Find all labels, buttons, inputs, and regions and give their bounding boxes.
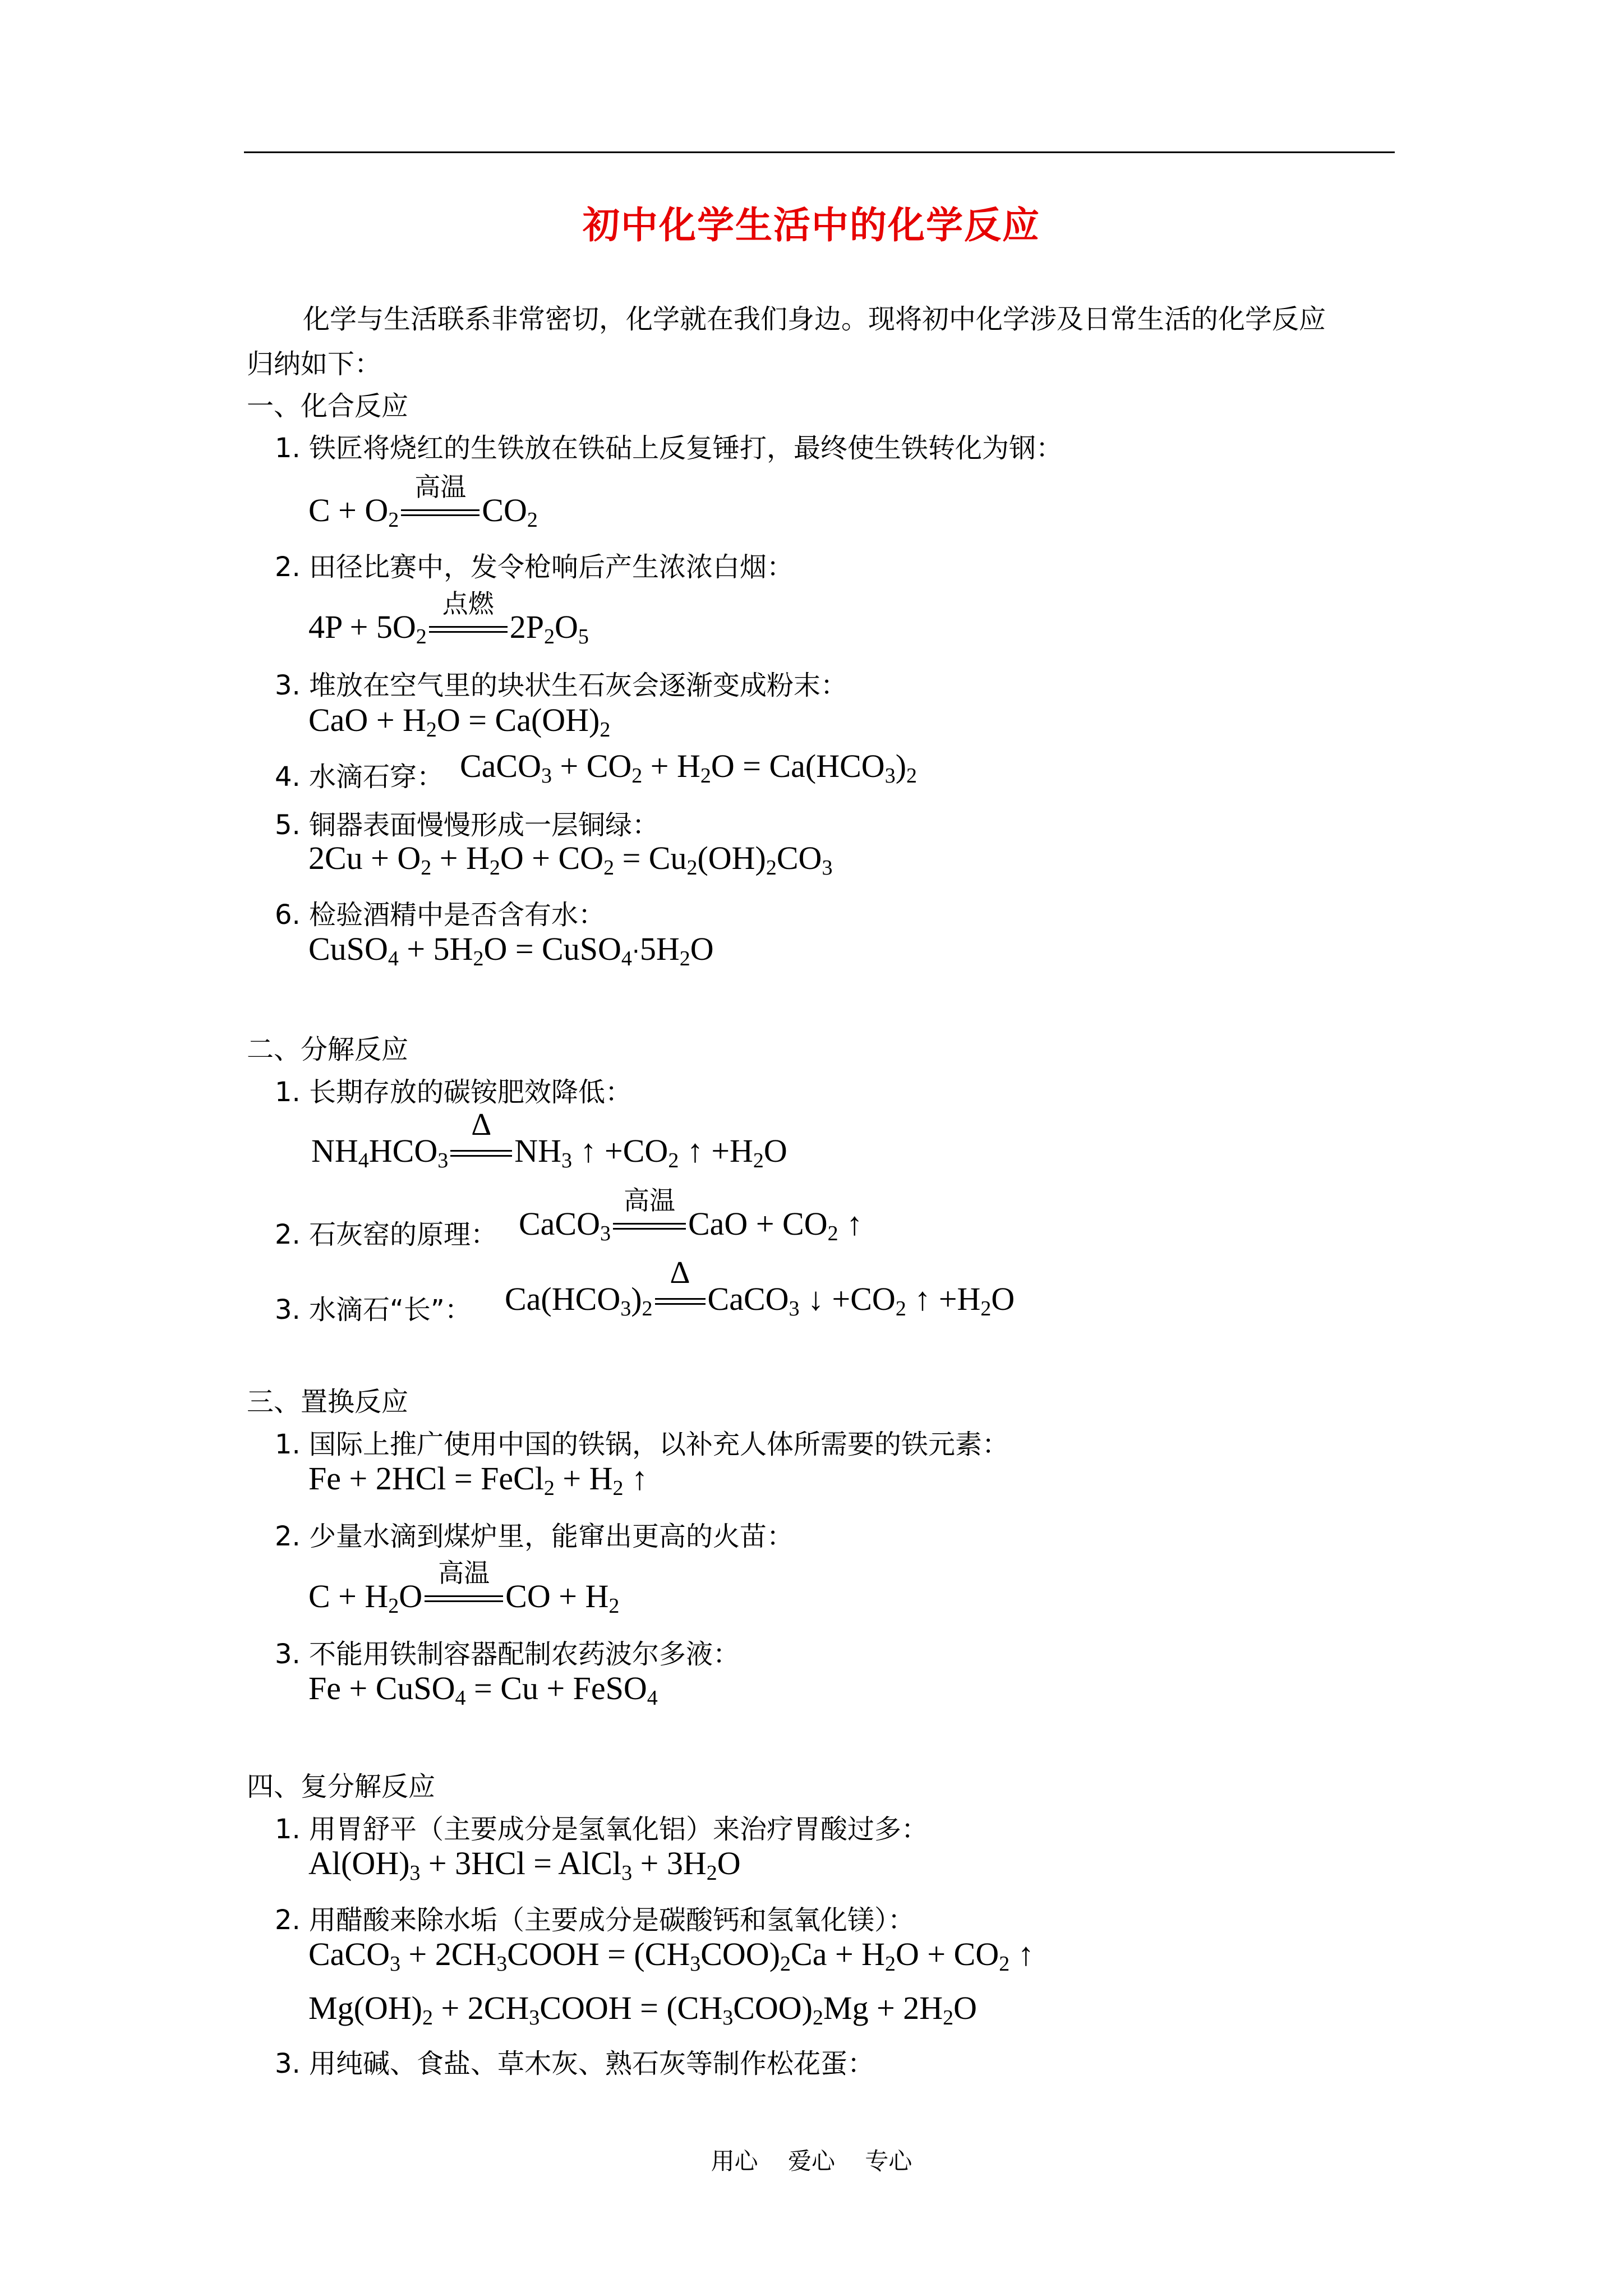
condition-arrow: 高温: [613, 1212, 686, 1235]
condition-arrow: 高温: [425, 1585, 503, 1607]
item-4-3: 3. 用纯碱、食盐、草木灰、熟石灰等制作松花蛋：: [275, 2048, 875, 2079]
equation-4-2a: CaCO$_3$ + $2CH_3COOH = (CH_3COO)_2Ca + H_2O + CO_2$ ↑: [308, 1936, 1034, 1976]
item-1-5: 5. 铜器表面慢慢形成一层铜绿：: [275, 809, 660, 841]
item-2-3: 3. 水滴石“长”：: [275, 1294, 472, 1326]
section-heading-4: 四、复分解反应: [247, 1771, 436, 1802]
item-1-3: 3. 堆放在空气里的块状生石灰会逐渐变成粉末：: [275, 670, 848, 701]
equation-2-3: $Ca(HCO_3)_2$ Δ CaCO$_3$ ↓ $+CO_2$ ↑ $+H_2O$: [505, 1255, 1015, 1320]
equation-4-2b: $Mg(OH)_2$ + $2CH_3COOH = (CH_3COO)_2Mg + 2H_2O$: [308, 1990, 978, 2030]
item-3-2: 2. 少量水滴到煤炉里，能窜出更高的火苗：: [275, 1521, 794, 1552]
page-title: 初中化学生活中的化学反应: [583, 203, 1040, 247]
equation-2-1: $NH_4HCO_3$ Δ $NH_3$ ↑ $+CO_2$ ↑ $+H_2O$: [311, 1107, 787, 1172]
item-1-2: 2. 田径比赛中，发令枪响后产生浓浓白烟：: [275, 551, 794, 583]
equation-1-6: CuSO$_4$ + $5H_2O$ = $CuSO_4\cdot 5H_2O$: [308, 931, 714, 970]
item-2-1: 1. 长期存放的碳铵肥效降低：: [275, 1076, 633, 1108]
item-3-1: 1. 国际上推广使用中国的铁锅，以补充人体所需要的铁元素：: [275, 1429, 1009, 1460]
condition-arrow: Δ: [655, 1287, 706, 1310]
item-1-1: 1. 铁匠将烧红的生铁放在铁砧上反复锤打，最终使生铁转化为钢：: [275, 432, 1063, 464]
equation-4-1: $Al(OH)_3 + 3HCl$ = AlCl$_3$ + $3H_2O$: [308, 1845, 741, 1885]
item-4-2: 2. 用醋酸来除水垢（主要成分是碳酸钙和氢氧化镁）：: [275, 1904, 915, 1936]
equation-3-3: Fe + CuSO$_4$ = Cu + FeSO$_4$: [308, 1670, 658, 1710]
item-3-3: 3. 不能用铁制容器配制农药波尔多液：: [275, 1639, 740, 1670]
item-4-1: 1. 用胃舒平（主要成分是氢氧化铝）来治疗胃酸过多：: [275, 1814, 929, 1845]
equation-1-5: $2Cu + O_2 + H_2O + CO_2 = Cu_2(OH)_2CO_3$: [308, 840, 833, 880]
intro-line-1: 化学与生活联系非常密切，化学就在我们身边。现将初中化学涉及日常生活的化学反应: [303, 303, 1326, 335]
section-heading-1: 一、化合反应: [247, 390, 409, 422]
equation-1-2: $4P + 5O_2$ 点燃 $2P_2O_5$: [308, 588, 589, 648]
condition-arrow: 高温: [401, 499, 479, 521]
equation-3-2: $C + H_2O$ 高温 CO + $H_2$: [308, 1558, 620, 1618]
equation-1-4: CaCO$_3$ + $CO_2 + H_2O = Ca(HCO_3)_2$: [460, 748, 917, 788]
equation-1-1: $C + O_2$ 高温 $CO_2$: [308, 472, 538, 532]
equation-3-1: Fe + 2HCl = FeCl$_2$ + $H_2$ ↑: [308, 1460, 648, 1500]
item-1-6: 6. 检验酒精中是否含有水：: [275, 899, 606, 931]
header-rule: [244, 151, 1395, 153]
page-footer: 用心 爱心 专心: [711, 2147, 912, 2175]
item-2-2: 2. 石灰窑的原理：: [275, 1219, 498, 1250]
section-heading-2: 二、分解反应: [247, 1034, 409, 1065]
intro-line-2: 归纳如下：: [247, 348, 382, 380]
section-heading-3: 三、置换反应: [247, 1386, 409, 1418]
equation-2-2: CaCO$_3$ 高温 CaO + $CO_2$ ↑: [519, 1185, 863, 1245]
item-1-4: 4. 水滴石穿：: [275, 761, 444, 793]
condition-arrow: 点燃: [429, 615, 508, 638]
condition-arrow: Δ: [450, 1139, 512, 1162]
equation-1-3: CaO + $H_2O = Ca(OH)_2$: [308, 702, 611, 742]
